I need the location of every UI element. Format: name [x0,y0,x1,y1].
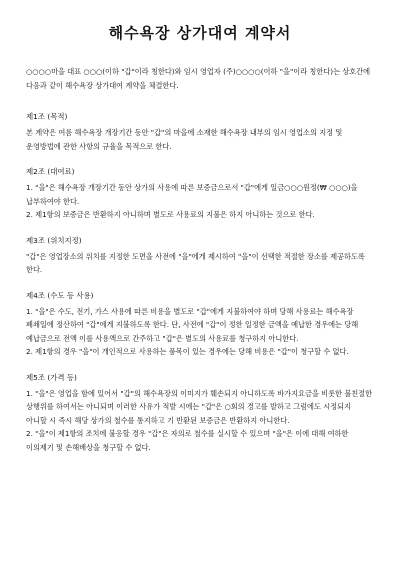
document-title: 해수욕장 상가대여 계약서 [108,24,292,42]
section-article-2 [26,165,374,222]
section-article-1 [26,110,374,153]
section-heading: 제3조 (위치지정) [26,235,82,245]
section-article-3 [26,234,374,277]
section-paragraph: 2. "을"이 제1항의 조치에 불응할 경우 "갑"은 자의로 철수를 실시할 수 있으며 "을"은 이에 대해 여하한 이의제기 및 손해배상을 청구할 수 없다. [26,429,351,452]
section-paragraph: 1. "을"은 해수욕장 개장기간 동안 상가의 사용에 따른 보증금으로서 "갑"에게 일금○○○원정(₩ ○○○)을 납부하여야 한다. [26,183,360,206]
section-heading: 제4조 (수도 등 사용) [26,290,94,300]
section-paragraph: 2. 제1항의 보증금은 반환하지 아니하며 별도로 사용료의 지불은 하지 아니하는 것으로 한다. [26,210,315,219]
section-paragraph: 본 계약은 여름 해수욕장 개장기간 동안 "갑"의 마을에 소재한 해수욕장 내부의 임시 영업소의 지정 및 운영방법에 관한 사항의 규율을 목적으로 한다. [26,128,345,151]
section-article-4 [26,289,374,359]
section-heading: 제5조 (가격 등) [26,372,77,382]
section-heading: 제2조 (대여료) [26,167,75,176]
section-article-5 [26,371,374,455]
section-heading: 제1조 (목적) [26,112,68,121]
section-paragraph: 1. "을"은 영업을 함에 있어서 "갑"의 해수욕장의 이미지가 훼손되지 아니하도록 바가지요금을 비롯한 불친절한 상행위를 하여서는 아니되며 이러한 사유가 적발 시에는 "갑"은 ○회의 경고를 발하고 그럼에도 시정되지 아니할 시 즉시 해당 상가의 철수를 통지하고 기 반환된 보증금은 반환하지 아니한다. [26,388,375,425]
section-paragraph: "갑"은 영업장소의 위치를 지정한 도면을 사전에 "을"에게 제시하여 "을"이 선택한 적절한 장소를 제공하도록 한다. [26,251,368,274]
intro-paragraph: ○○○○마을 대표 ○○○(이하 "갑"이라 칭한다)와 임시 영업자 (주)○○○○(이하 "을"이라 칭한다)는 상호간에 다음과 같이 해수욕장 상가대여 계약을 체결한다. [26,67,373,90]
section-paragraph: 1. "을"은 수도, 전기, 가스 사용에 따른 비용을 별도로 "갑"에게 지불하여야 하며 당해 사용료는 해수욕장 폐쇄일에 정산하여 "갑"에게 지불하도록 한다. 단, 사전에 "갑"이 정한 일정한 금액을 예납한 경우에는 당해 예납금으로 전액 이를 사용액으로 간주하고 "갑"은 별도의 사용료를 청구하지 아니한다. [26,306,361,343]
section-paragraph: 2. 제1항의 경우 "을"이 개인적으로 사용하는 품목이 있는 경우에는 당해 비용은 "갑"이 청구할 수 없다. [26,347,349,356]
